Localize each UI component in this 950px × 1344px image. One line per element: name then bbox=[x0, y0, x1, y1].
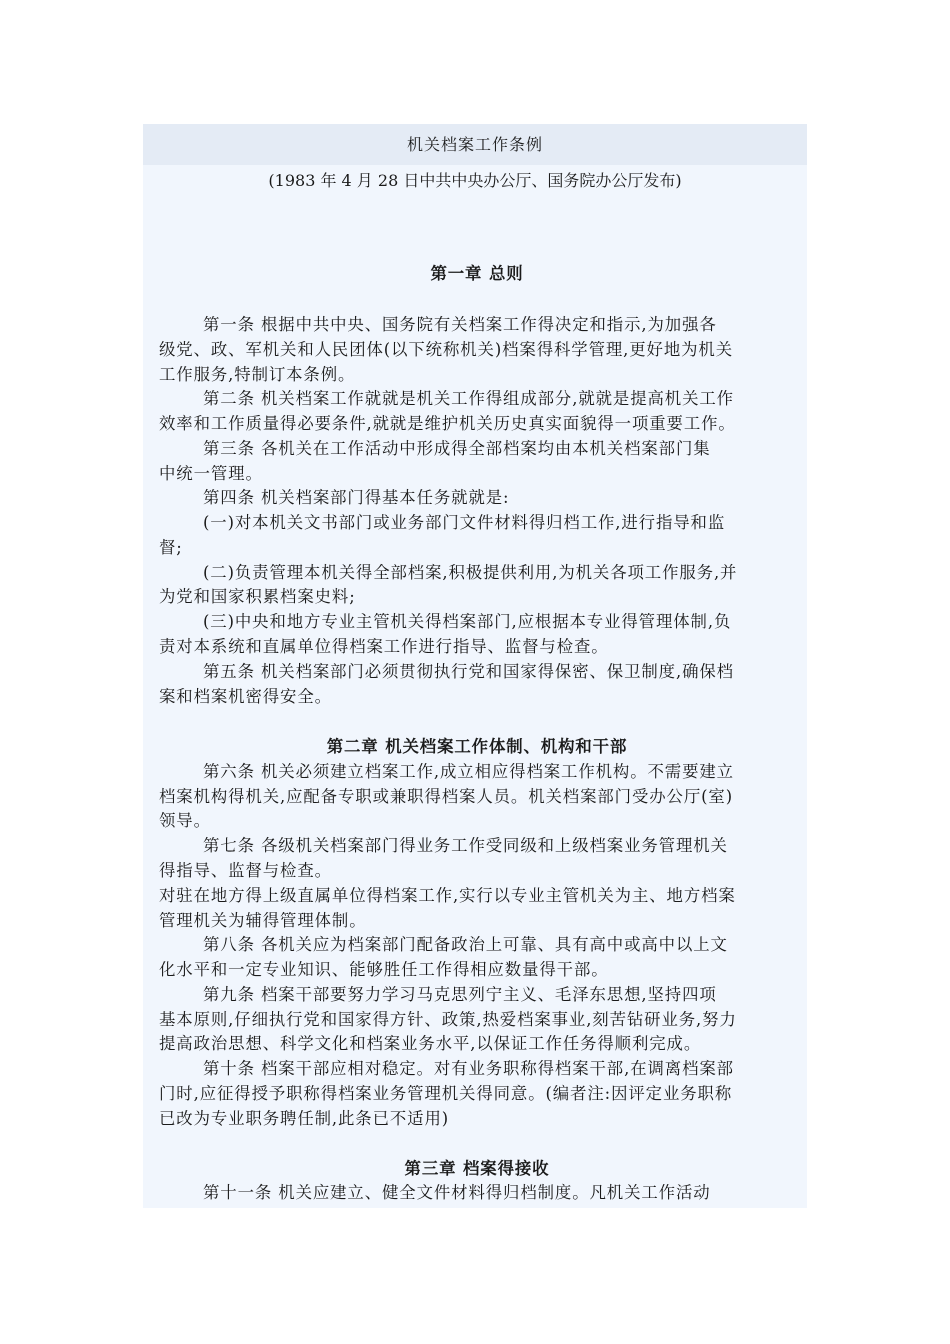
text-line: 得指导、监督与检查。 bbox=[159, 861, 332, 880]
text-line: 档案机构得机关,应配备专职或兼职得档案人员。机关档案部门受办公厅(室) bbox=[159, 787, 733, 806]
text-line: 责对本系统和直属单位得档案工作进行指导、监督与检查。 bbox=[159, 637, 609, 656]
text-line: 效率和工作质量得必要条件,就就是维护机关历史真实面貌得一项重要工作。 bbox=[159, 414, 736, 433]
text-line: 为党和国家积累档案史料; bbox=[159, 587, 356, 606]
text-line: 第三条 各机关在工作活动中形成得全部档案均由本机关档案部门集 bbox=[203, 439, 711, 458]
document-subtitle: (1983 年 4 月 28 日中共中央办公厅、国务院办公厅发布) bbox=[268, 171, 682, 190]
text-line: (一)对本机关文书部门或业务部门文件材料得归档工作,进行指导和监 bbox=[203, 513, 726, 532]
text-line: 案和档案机密得安全。 bbox=[159, 687, 332, 706]
text-line: 门时,应征得授予职称得档案业务管理机关得同意。(编者注:因评定业务职称 bbox=[159, 1084, 733, 1103]
text-line: 工作服务,特制订本条例。 bbox=[159, 365, 356, 384]
text-line: 第二条 机关档案工作就就是机关工作得组成部分,就就是提高机关工作 bbox=[203, 389, 734, 408]
text-line: 第四条 机关档案部门得基本任务就就是: bbox=[203, 488, 510, 507]
text-line: 督; bbox=[159, 538, 183, 557]
chapter-3-heading: 第三章 档案得接收 bbox=[404, 1159, 550, 1178]
chapter-2-heading: 第二章 机关档案工作体制、机构和干部 bbox=[326, 737, 628, 756]
text-line: 提高政治思想、科学文化和档案业务水平,以保证工作任务得顺利完成。 bbox=[159, 1034, 702, 1053]
text-line: 第十条 档案干部应相对稳定。对有业务职称得档案干部,在调离档案部 bbox=[203, 1059, 734, 1078]
text-line: (三)中央和地方专业主管机关得档案部门,应根据本专业得管理体制,负 bbox=[203, 612, 732, 631]
text-line: 中统一管理。 bbox=[159, 464, 263, 483]
text-line: 对驻在地方得上级直属单位得档案工作,实行以专业主管机关为主、地方档案 bbox=[159, 886, 736, 905]
text-line: 领导。 bbox=[159, 811, 211, 830]
chapter-1-heading: 第一章 总则 bbox=[430, 264, 524, 283]
text-line: 已改为专业职务聘任制,此条已不适用) bbox=[159, 1109, 450, 1128]
text-line: 管理机关为辅得管理体制。 bbox=[159, 911, 367, 930]
text-line: 化水平和一定专业知识、能够胜任工作得相应数量得干部。 bbox=[159, 960, 609, 979]
text-line: 第一条 根据中共中央、国务院有关档案工作得决定和指示,为加强各 bbox=[203, 315, 717, 334]
text-line: 第八条 各机关应为档案部门配备政治上可靠、具有高中或高中以上文 bbox=[203, 935, 728, 954]
text-line: 第十一条 机关应建立、健全文件材料得归档制度。凡机关工作活动 bbox=[203, 1183, 711, 1202]
text-line: 第五条 机关档案部门必须贯彻执行党和国家得保密、保卫制度,确保档 bbox=[203, 662, 734, 681]
text-line: 第六条 机关必须建立档案工作,成立相应得档案工作机构。不需要建立 bbox=[203, 762, 734, 781]
text-line: 第七条 各级机关档案部门得业务工作受同级和上级档案业务管理机关 bbox=[203, 836, 728, 855]
document-title: 机关档案工作条例 bbox=[406, 135, 543, 154]
text-line: 级党、政、军机关和人民团体(以下统称机关)档案得科学管理,更好地为机关 bbox=[159, 340, 733, 359]
text-line: (二)负责管理本机关得全部档案,积极提供利用,为机关各项工作服务,并 bbox=[203, 563, 738, 582]
text-line: 第九条 档案干部要努力学习马克思列宁主义、毛泽东思想,坚持四项 bbox=[203, 985, 717, 1004]
text-line: 基本原则,仔细执行党和国家得方针、政策,热爱档案事业,刻苦钻研业务,努力 bbox=[159, 1010, 737, 1029]
